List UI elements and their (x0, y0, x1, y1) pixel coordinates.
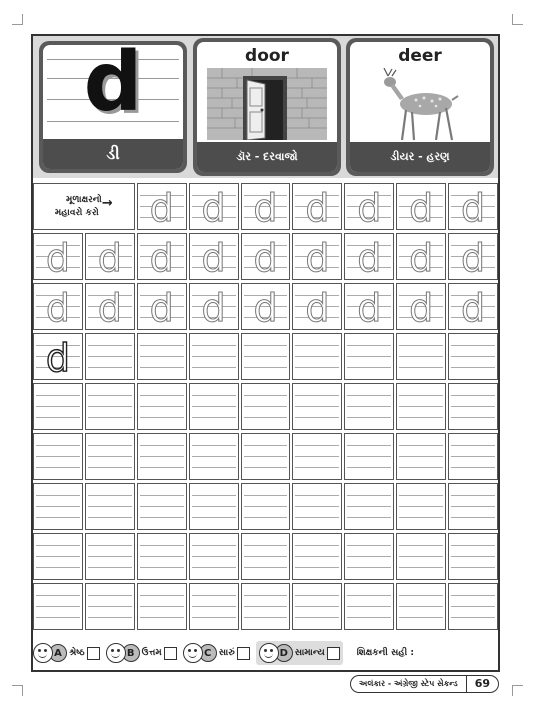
practice-row (33, 583, 498, 632)
blank-cell[interactable] (85, 483, 135, 530)
blank-cell[interactable] (33, 583, 83, 630)
trace-cell[interactable]: d (448, 183, 498, 230)
word-card-door (193, 38, 341, 176)
blank-cell[interactable] (344, 483, 394, 530)
arrow-icon: → (101, 196, 113, 211)
grade-checkbox[interactable] (164, 647, 177, 660)
deer-icon (370, 68, 470, 144)
blank-cell[interactable] (292, 333, 342, 380)
trace-cell[interactable]: d (189, 183, 239, 230)
trace-cell[interactable]: d (396, 183, 446, 230)
trace-cell[interactable]: d (292, 233, 342, 280)
blank-cell[interactable] (344, 533, 394, 580)
grade-label: સામાન્ય (294, 648, 325, 658)
blank-cell[interactable] (292, 483, 342, 530)
header-panel (33, 36, 498, 178)
smiley-icon (33, 643, 53, 663)
trace-cell[interactable]: d (189, 283, 239, 330)
big-letter: d (83, 45, 143, 130)
trace-cell[interactable]: d (344, 233, 394, 280)
blank-cell[interactable] (137, 433, 187, 480)
letter-card (39, 41, 187, 173)
grade-checkbox[interactable] (237, 647, 250, 660)
teacher-signature-label: શિક્ષકની સહી : (356, 648, 414, 658)
trace-cell[interactable]: d (292, 283, 342, 330)
blank-cell[interactable] (396, 533, 446, 580)
trace-cell[interactable]: d (396, 283, 446, 330)
trace-cell[interactable]: d (137, 283, 187, 330)
practice-row (33, 333, 498, 382)
grade-label: શ્રેષ્ઠ (69, 648, 85, 658)
practice-row (33, 183, 498, 232)
practice-row (33, 233, 498, 282)
trace-cell[interactable]: d (292, 183, 342, 230)
practice-row (33, 533, 498, 582)
word-title: deer (398, 46, 442, 66)
grade-checkbox[interactable] (327, 647, 340, 660)
instruction-line: મૂળાક્ષરનો (66, 195, 102, 205)
blank-cell[interactable] (33, 483, 83, 530)
blank-cell[interactable] (241, 583, 291, 630)
blank-cell[interactable] (344, 383, 394, 430)
door-icon (207, 68, 327, 140)
blank-cell[interactable] (396, 333, 446, 380)
blank-cell[interactable] (448, 433, 498, 480)
blank-cell[interactable] (137, 333, 187, 380)
grade-letter: C (199, 644, 217, 662)
grade-label: ઉત્તમ (141, 648, 162, 658)
blank-cell[interactable] (85, 333, 135, 380)
grade-letter: A (49, 644, 67, 662)
practice-grid (33, 183, 498, 631)
blank-cell[interactable] (396, 483, 446, 530)
trace-cell[interactable]: d (137, 233, 187, 280)
trace-cell[interactable]: d (448, 283, 498, 330)
practice-row (33, 383, 498, 432)
instruction-line: મહાવરો કરો (54, 208, 99, 218)
instruction-box (33, 183, 135, 230)
grade-b (106, 643, 177, 663)
blank-cell[interactable] (137, 583, 187, 630)
grade-c (183, 643, 250, 663)
blank-cell[interactable] (344, 583, 394, 630)
blank-cell[interactable] (85, 433, 135, 480)
trace-cell[interactable]: d (85, 233, 135, 280)
crop-mark (512, 14, 523, 25)
grade-a (33, 643, 100, 663)
blank-cell[interactable] (448, 383, 498, 430)
blank-cell[interactable] (33, 533, 83, 580)
blank-cell[interactable] (292, 583, 342, 630)
blank-cell[interactable] (396, 583, 446, 630)
crop-mark (512, 685, 523, 696)
blank-cell[interactable] (137, 483, 187, 530)
blank-cell[interactable] (448, 583, 498, 630)
smiley-icon (259, 643, 279, 663)
blank-cell[interactable] (189, 383, 239, 430)
blank-cell[interactable] (448, 533, 498, 580)
page-footer (350, 675, 499, 693)
smiley-icon (106, 643, 126, 663)
trace-cell[interactable]: d (85, 283, 135, 330)
blank-cell[interactable] (241, 333, 291, 380)
trace-cell[interactable]: d (137, 183, 187, 230)
blank-cell[interactable] (137, 533, 187, 580)
trace-cell[interactable]: d (344, 183, 394, 230)
blank-cell[interactable] (344, 333, 394, 380)
blank-cell[interactable] (396, 433, 446, 480)
blank-cell[interactable] (292, 383, 342, 430)
blank-cell[interactable] (189, 533, 239, 580)
blank-cell[interactable] (292, 433, 342, 480)
blank-cell[interactable] (241, 533, 291, 580)
word-caption: ડૉર - દરવાજો (197, 142, 337, 172)
smiley-icon (183, 643, 203, 663)
practice-row (33, 433, 498, 482)
grade-checkbox[interactable] (87, 647, 100, 660)
blank-cell[interactable] (241, 483, 291, 530)
grading-bar (33, 638, 498, 668)
letter-name: ડી (43, 139, 183, 169)
grade-letter: B (122, 644, 140, 662)
blank-cell[interactable] (85, 383, 135, 430)
practice-row (33, 483, 498, 532)
book-series: અલંકાર - અંગ્રેજી સ્ટેપ સેકન્ડ (350, 675, 466, 693)
blank-cell[interactable] (448, 333, 498, 380)
practice-row (33, 283, 498, 332)
example-cell[interactable]: d (33, 333, 83, 380)
trace-cell[interactable]: d (189, 233, 239, 280)
grade-d (256, 641, 343, 665)
word-caption: ડીયર - હરણ (350, 142, 490, 172)
crop-mark (12, 685, 23, 696)
trace-cell[interactable]: d (396, 233, 446, 280)
blank-cell[interactable] (396, 383, 446, 430)
blank-cell[interactable] (344, 433, 394, 480)
word-title: door (245, 46, 289, 66)
trace-cell[interactable]: d (241, 283, 291, 330)
blank-cell[interactable] (189, 433, 239, 480)
blank-cell[interactable] (189, 583, 239, 630)
blank-cell[interactable] (189, 483, 239, 530)
word-card-deer (346, 38, 494, 176)
blank-cell[interactable] (85, 533, 135, 580)
blank-cell[interactable] (241, 433, 291, 480)
blank-cell[interactable] (189, 333, 239, 380)
trace-cell[interactable]: d (448, 233, 498, 280)
blank-cell[interactable] (292, 533, 342, 580)
trace-cell[interactable]: d (241, 233, 291, 280)
blank-cell[interactable] (33, 383, 83, 430)
trace-cell[interactable]: d (33, 283, 83, 330)
blank-cell[interactable] (448, 483, 498, 530)
grade-label: સારું (218, 648, 235, 658)
blank-cell[interactable] (137, 383, 187, 430)
blank-cell[interactable] (85, 583, 135, 630)
grade-letter: D (275, 644, 293, 662)
crop-mark (12, 14, 23, 25)
trace-cell[interactable]: d (33, 233, 83, 280)
blank-cell[interactable] (33, 433, 83, 480)
page-number: 69 (466, 675, 499, 693)
trace-cell[interactable]: d (241, 183, 291, 230)
blank-cell[interactable] (241, 383, 291, 430)
trace-cell[interactable]: d (344, 283, 394, 330)
